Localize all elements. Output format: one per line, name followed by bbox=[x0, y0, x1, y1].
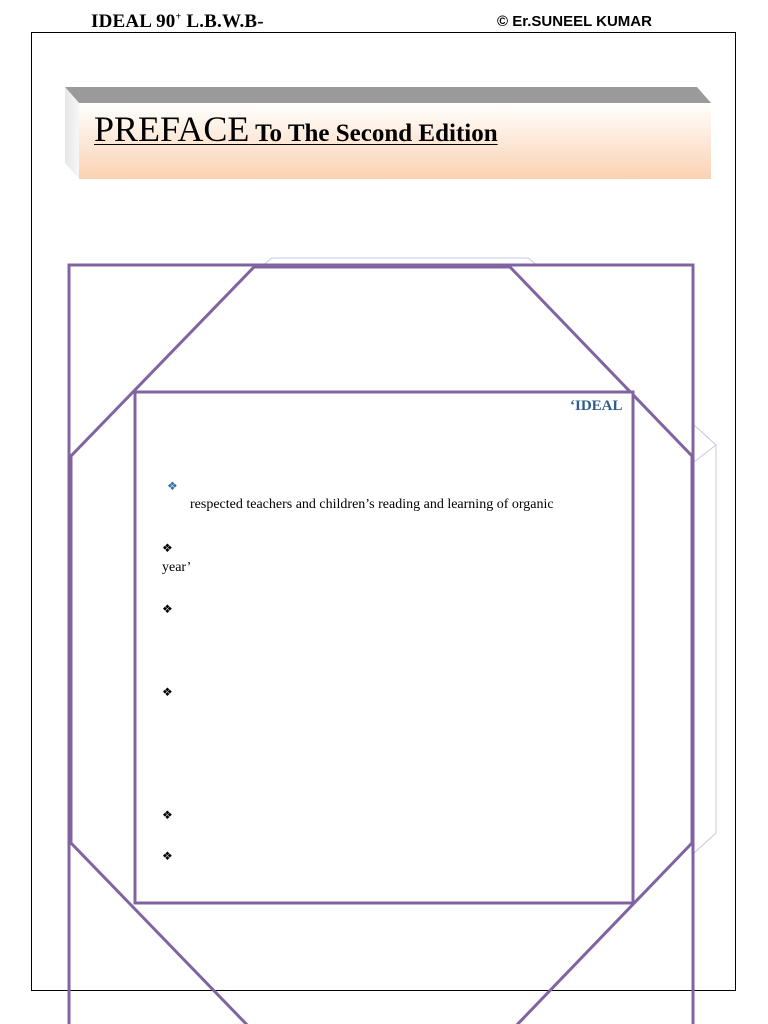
faint-side-shape bbox=[694, 425, 716, 853]
bullet-icon: ❖ bbox=[162, 602, 173, 616]
ideal-tag: ‘IDEAL bbox=[570, 398, 623, 414]
bullet-icon: ❖ bbox=[162, 808, 173, 822]
body-line-2: year’ bbox=[162, 560, 192, 575]
inner-content-box bbox=[135, 392, 633, 903]
bullet-icon: ❖ bbox=[167, 479, 178, 493]
header-title-sup: + bbox=[175, 11, 182, 23]
title-sub: To The Second Edition bbox=[249, 120, 498, 147]
header-title-main: IDEAL 90 bbox=[91, 11, 176, 32]
bullet-icon: ❖ bbox=[162, 685, 173, 699]
body-line-1: respected teachers and children’s reading and learning of organic bbox=[190, 497, 554, 512]
header-title-rest: L.B.W.B- bbox=[181, 11, 264, 32]
title-main: PREFACE bbox=[94, 109, 250, 149]
bullet-icon: ❖ bbox=[162, 849, 173, 863]
running-header-author: © Er.SUNEEL KUMAR bbox=[497, 13, 652, 30]
bullet-icon: ❖ bbox=[162, 541, 173, 555]
